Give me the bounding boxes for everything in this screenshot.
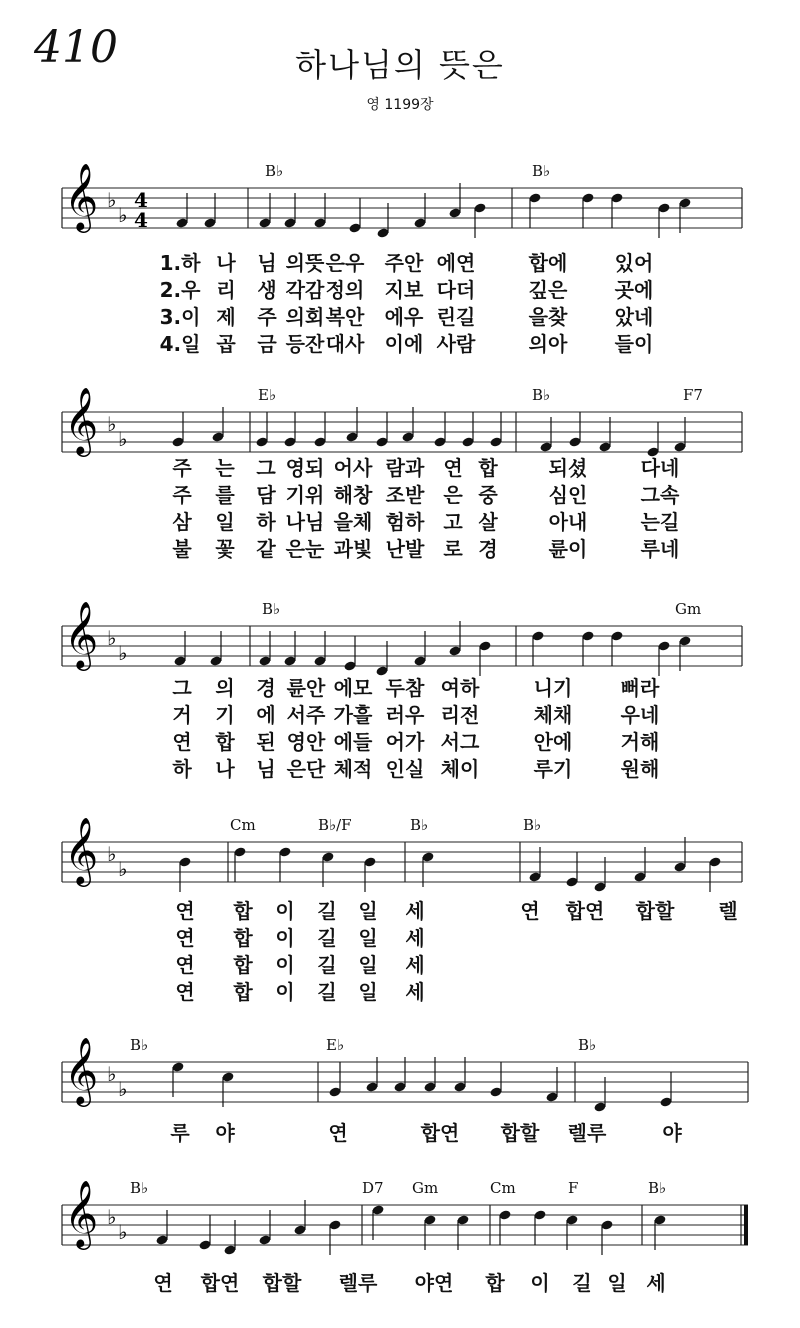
lyric-syllable: 연 [520,899,540,923]
lyric-syllable: 들이 [614,332,654,356]
lyric-syllable: 야연 [414,1271,454,1295]
lyric-syllable: 합에 [528,251,568,275]
lyric-syllable: 제 [216,305,236,329]
lyric-syllable: 기위 [285,483,325,507]
final-barline [744,1205,748,1245]
lyric-syllable: 사람 [436,332,476,356]
flat-icon: ♭ [107,842,117,866]
lyric-syllable: 합할 [262,1271,302,1295]
lyric-syllable: 고 [443,510,463,534]
lyric-syllable: 렐루 [338,1271,378,1295]
treble-clef-icon: 𝄞 [64,816,99,884]
time-signature-top: 4 [134,188,148,212]
lyric-syllable: 그 [256,456,276,480]
lyric-syllable: 대사 [325,332,365,356]
lyric-syllable: 지보 [384,278,424,302]
lyric-syllable: 에우 [384,305,424,329]
lyric-syllable: 에들 [333,730,373,754]
lyric-syllable: 주안 [384,251,424,275]
lyric-syllable: 4.일 [159,332,201,356]
lyric-syllable: 경 [478,537,498,561]
staff-system [62,816,742,1004]
lyric-syllable: 연 [443,456,463,480]
lyric-syllable: 등잔 [285,332,325,356]
lyric-syllable: 에 [256,703,276,727]
staff-system [62,162,742,356]
lyric-syllable: 세 [405,953,425,977]
lyric-syllable: 연 [172,730,192,754]
lyric-syllable: 과빛 [333,537,373,561]
lyric-syllable: 님 [256,757,276,781]
lyric-syllable: 나 [216,251,236,275]
lyric-syllable: 을체 [333,510,373,534]
lyric-syllable: 그 [172,676,192,700]
lyric-syllable: 나님 [285,510,325,534]
lyric-syllable: 린길 [436,305,476,329]
lyric-syllable: 안에 [533,730,573,754]
lyric-syllable: 연 [175,980,195,1004]
lyric-syllable: 담 [256,483,276,507]
lyric-syllable: 꽃 [215,537,235,561]
lyric-syllable: 복안 [325,305,365,329]
lyric-syllable: 루 [170,1121,190,1145]
lyric-syllable: 세 [405,926,425,950]
lyric-syllable: 러우 [385,703,425,727]
chord-symbol: F7 [683,386,703,404]
treble-clef-icon: 𝄞 [64,162,99,230]
lyric-syllable: 이 [275,899,295,923]
treble-clef-icon: 𝄞 [64,386,99,454]
lyric-syllable: 합 [233,899,253,923]
lyric-syllable: 연 [328,1121,348,1145]
lyric-syllable: 거 [172,703,192,727]
lyric-syllable: 두참 [385,676,425,700]
chord-symbol: B♭ [262,600,281,618]
lyric-syllable: 야 [215,1121,235,1145]
lyric-syllable: 곳에 [614,278,654,302]
chord-symbol: D7 [362,1179,384,1197]
lyric-syllable: 은우 [325,251,365,275]
lyric-syllable: 해창 [333,483,373,507]
lyric-syllable: 영안 [286,730,326,754]
lyric-syllable: 하 [172,757,192,781]
lyric-syllable: 세 [405,980,425,1004]
lyric-syllable: 이 [275,953,295,977]
lyric-syllable: 된 [256,730,276,754]
lyric-syllable: 합 [233,953,253,977]
chord-symbol: E♭ [258,386,277,404]
lyric-syllable: 의뜻 [285,251,325,275]
flat-icon: ♭ [118,203,128,227]
hymn-subtitle: 영 1199장 [366,97,434,113]
chord-symbol: Cm [230,816,256,834]
flat-icon: ♭ [118,857,128,881]
lyric-syllable: 기 [215,703,235,727]
lyric-syllable: 합 [478,456,498,480]
lyric-syllable: 륜안 [286,676,326,700]
staff-system [62,1036,748,1145]
staff-system [62,1179,748,1295]
lyric-syllable: 합 [233,926,253,950]
chord-symbol: Gm [675,600,702,618]
lyric-syllable: 되셨 [548,456,588,480]
chord-symbol: B♭ [410,816,429,834]
lyric-syllable: 1.하 [159,251,201,275]
chord-symbol: E♭ [326,1036,345,1054]
lyric-syllable: 일 [215,510,235,534]
lyric-syllable: 아내 [548,510,588,534]
flat-icon: ♭ [118,427,128,451]
staff-system [62,386,742,561]
chord-symbol: F [568,1179,579,1197]
hymn-title: 하나님의 뜻은 [295,46,505,84]
lyric-syllable: 합연 [420,1121,460,1145]
lyric-syllable: 원해 [620,757,660,781]
lyric-syllable: 중 [478,483,498,507]
lyric-syllable: 길 [572,1271,592,1295]
treble-clef-icon: 𝄞 [64,600,99,668]
lyric-syllable: 주 [172,483,192,507]
flat-icon: ♭ [107,626,117,650]
lyric-syllable: 어가 [385,730,425,754]
lyric-syllable: 을찾 [528,305,568,329]
lyric-syllable: 나 [215,757,235,781]
lyric-syllable: 렐 [718,899,738,923]
chord-symbol: B♭/F [318,816,352,834]
lyric-syllable: 여하 [440,676,480,700]
lyric-syllable: 거해 [620,730,660,754]
chord-symbol: B♭ [648,1179,667,1197]
flat-icon: ♭ [118,641,128,665]
flat-icon: ♭ [107,188,117,212]
lyric-syllable: 뻐라 [620,676,660,700]
lyric-syllable: 심인 [548,483,588,507]
lyric-syllable: 길 [317,953,337,977]
lyric-syllable: 합 [233,980,253,1004]
lyric-syllable: 각감 [285,278,325,302]
lyric-syllable: 깊은 [528,278,568,302]
lyric-syllable: 일 [358,980,378,1004]
chord-symbol: B♭ [130,1036,149,1054]
lyric-syllable: 가흘 [333,703,373,727]
chord-symbol: B♭ [265,162,284,180]
flat-icon: ♭ [107,1062,117,1086]
lyric-syllable: 다더 [436,278,476,302]
lyric-syllable: 경 [256,676,276,700]
time-signature-bottom: 4 [134,208,148,232]
chord-symbol: B♭ [523,816,542,834]
chord-symbol: B♭ [532,162,551,180]
lyric-syllable: 니기 [533,676,573,700]
lyric-syllable: 험하 [385,510,425,534]
chord-symbol: Cm [490,1179,516,1197]
lyric-syllable: 합 [485,1271,505,1295]
lyric-syllable: 영되 [285,456,325,480]
lyric-syllable: 륜이 [548,537,588,561]
chord-symbol: B♭ [532,386,551,404]
lyric-syllable: 서그 [440,730,480,754]
lyric-syllable: 서주 [286,703,326,727]
lyric-syllable: 의아 [528,332,568,356]
lyric-syllable: 조받 [385,483,425,507]
lyric-syllable: 에모 [333,676,373,700]
lyric-syllable: 이에 [384,332,424,356]
lyric-syllable: 일 [358,899,378,923]
lyric-syllable: 생 [257,278,277,302]
lyric-syllable: 연 [175,899,195,923]
lyric-syllable: 연 [175,926,195,950]
lyric-syllable: 세 [646,1271,666,1295]
lyric-syllable: 은 [443,483,463,507]
flat-icon: ♭ [107,1205,117,1229]
lyric-syllable: 인실 [385,757,425,781]
lyric-syllable: 삼 [172,510,192,534]
lyric-syllable: 를 [215,483,235,507]
lyric-syllable: 3.이 [159,305,201,329]
chord-symbol: B♭ [578,1036,597,1054]
lyric-syllable: 리 [216,278,236,302]
lyric-syllable: 람과 [385,456,425,480]
flat-icon: ♭ [118,1077,128,1101]
lyric-syllable: 같 [256,537,276,561]
lyric-syllable: 체이 [440,757,480,781]
lyric-syllable: 은단 [286,757,326,781]
flat-icon: ♭ [107,412,117,436]
lyric-syllable: 연 [175,953,195,977]
flat-icon: ♭ [118,1220,128,1244]
treble-clef-icon: 𝄞 [64,1036,99,1104]
lyric-syllable: 야 [662,1121,682,1145]
lyric-syllable: 주 [172,456,192,480]
lyric-syllable: 이 [275,980,295,1004]
lyric-syllable: 합할 [500,1121,540,1145]
lyric-syllable: 금 [257,332,277,356]
lyric-syllable: 체채 [533,703,573,727]
lyric-syllable: 주 [257,305,277,329]
lyric-syllable: 있어 [614,251,654,275]
lyric-syllable: 우네 [620,703,660,727]
lyric-syllable: 정의 [325,278,365,302]
lyric-syllable: 는 [215,456,235,480]
lyric-syllable: 는길 [640,510,680,534]
lyric-syllable: 로 [443,537,463,561]
lyric-syllable: 곱 [216,332,236,356]
lyric-syllable: 하 [256,510,276,534]
lyric-syllable: 일 [358,926,378,950]
lyric-syllable: 리전 [440,703,480,727]
lyric-syllable: 루네 [640,537,680,561]
lyric-syllable: 이 [275,926,295,950]
lyric-syllable: 에연 [436,251,476,275]
hymn-number: 410 [34,22,118,73]
lyric-syllable: 은눈 [285,537,325,561]
lyric-syllable: 길 [317,899,337,923]
lyric-syllable: 세 [405,899,425,923]
lyric-syllable: 합연 [200,1271,240,1295]
lyric-syllable: 합할 [635,899,675,923]
lyric-syllable: 님 [257,251,277,275]
lyric-syllable: 연 [153,1271,173,1295]
lyric-syllable: 렐루 [567,1121,607,1145]
lyric-syllable: 살 [478,510,498,534]
lyric-syllable: 불 [172,537,192,561]
lyric-syllable: 다네 [640,456,680,480]
lyric-syllable: 그속 [640,483,680,507]
lyric-syllable: 이 [530,1271,550,1295]
lyric-syllable: 일 [607,1271,627,1295]
staff-system [62,600,742,781]
lyric-syllable: 2.우 [159,278,201,302]
lyric-syllable: 의회 [285,305,325,329]
lyric-syllable: 의 [215,676,235,700]
lyric-syllable: 길 [317,980,337,1004]
lyric-syllable: 루기 [533,757,573,781]
lyric-syllable: 일 [358,953,378,977]
lyric-syllable: 합연 [565,899,605,923]
lyric-syllable: 난발 [385,537,425,561]
chord-symbol: B♭ [130,1179,149,1197]
lyric-syllable: 았네 [614,305,654,329]
treble-clef-icon: 𝄞 [64,1179,99,1247]
lyric-syllable: 합 [215,730,235,754]
chord-symbol: Gm [412,1179,439,1197]
lyric-syllable: 어사 [333,456,373,480]
lyric-syllable: 길 [317,926,337,950]
lyric-syllable: 체적 [333,757,373,781]
